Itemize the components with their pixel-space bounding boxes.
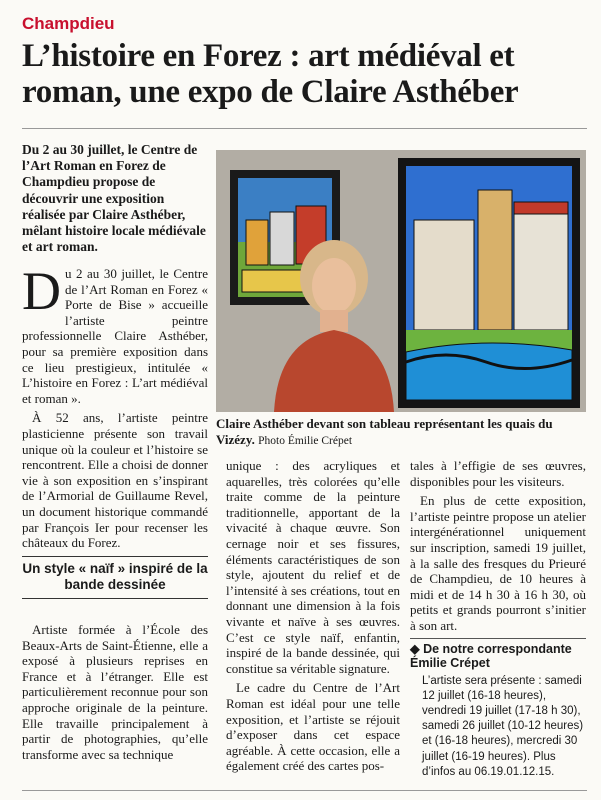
paragraph: En plus de cette exposition, l’artiste peintre propose un atelier intergénérationnel uniquement sur inscription, samedi 19 juillet, à la salle des fresques du Prieuré de Champdieu, de 10 heures à midi et de 14 h 30 à 16 h 30, où petits et grands pourront s’initier à son art.	[410, 493, 586, 633]
top-rule	[22, 128, 587, 129]
paragraph: tales à l’effigie de ses œuvres, disponibles pour les visiteurs.	[410, 458, 586, 489]
byline-author: Émilie Crépet	[410, 655, 490, 670]
paragraph: Du 2 au 30 juillet, le Centre de l’Art Roman en Forez « Porte de Bise » accueille l’artiste peintre professionnelle Claire Asthéber, pour sa première exposition dans ce lieu prestigieux, intitulée « L’histoire en Forez : L’art médiéval et roman ».	[22, 261, 208, 406]
column-1-bottom	[22, 622, 208, 766]
byline-label: ◆ De notre correspondante	[410, 638, 586, 656]
paragraph: Artiste formée à l’École des Beaux-Arts de Saint-Étienne, elle a exposé à plusieurs reprises en France et à l’étranger. Elle est particulièrement reconnue pour son approche originale de la peinture. Elle travaille principalement à partir de photographies, qu’elle transforme avec sa technique	[22, 622, 208, 762]
photo-illustration	[216, 150, 586, 412]
paragraph: Le cadre du Centre de l’Art Roman est idéal pour une telle exposition, et l’artiste se réjouit d’exposer dans cet espace agréable. À cette occasion, elle a également créé des cartes pos-	[226, 680, 400, 774]
photo-credit: Photo Émilie Crépet	[258, 434, 353, 447]
lead-paragraph: Du 2 au 30 juillet, le Centre de l’Art Roman en Forez de Champdieu propose de découvrir une exposition réalisée par Claire Asthéber, mêlant histoire locale médiévale et art roman.	[22, 142, 206, 255]
bottom-rule	[22, 790, 587, 791]
paragraph: unique : des acryliques et aquarelles, très colorées qu’elle traite comme de la peinture traditionnelle, apportant de la vivacité à chaque œuvre. Son cernage noir et ses fissures, éléments caractéristiques de son style, ajoutent du relief et de l’intensité à ses créations, tout en donnant une dimension à la fois vivante et naïve à ses œuvres. C’est ce style naïf, enfantin, inspiré de la bande dessinée, qui constitue sa véritable signature.	[226, 458, 400, 676]
headline: L’histoire en Forez : art médiéval et roman, une expo de Claire Asthéber	[22, 38, 519, 110]
byline	[410, 638, 586, 670]
article-photo	[216, 150, 586, 412]
column-3	[410, 458, 586, 780]
person-face	[312, 258, 356, 314]
column-1-top	[22, 261, 208, 555]
pull-quote: Un style « naïf » inspiré de la bande dessinée	[22, 556, 208, 599]
drop-cap: D	[22, 261, 61, 321]
photo-caption: Claire Asthéber devant son tableau représentant les quais du Vizézy. Photo Émilie Crépet	[216, 416, 553, 447]
kicker: Champdieu	[22, 14, 115, 33]
column-2	[226, 458, 400, 778]
paragraph: À 52 ans, l’artiste peintre plasticienne présente son travail unique où la couleur et l’histoire se rencontrent. Elle a choisi de donner vie à son exposition en s’inspirant de l’Armorial de Guillaume Revel, un document historique commandé par François Ier pour recenser les châteaux du Forez.	[22, 410, 208, 551]
practical-info: L’artiste sera présente : samedi 12 juillet (16-18 heures), vendredi 19 juillet (17-18 h 30), samedi 26 juillet (10-12 heures) et (16-18 heures), mercredi 30 juillet (16-19 heures). Plus d’infos au 06.19.01.12.15.	[422, 674, 584, 778]
